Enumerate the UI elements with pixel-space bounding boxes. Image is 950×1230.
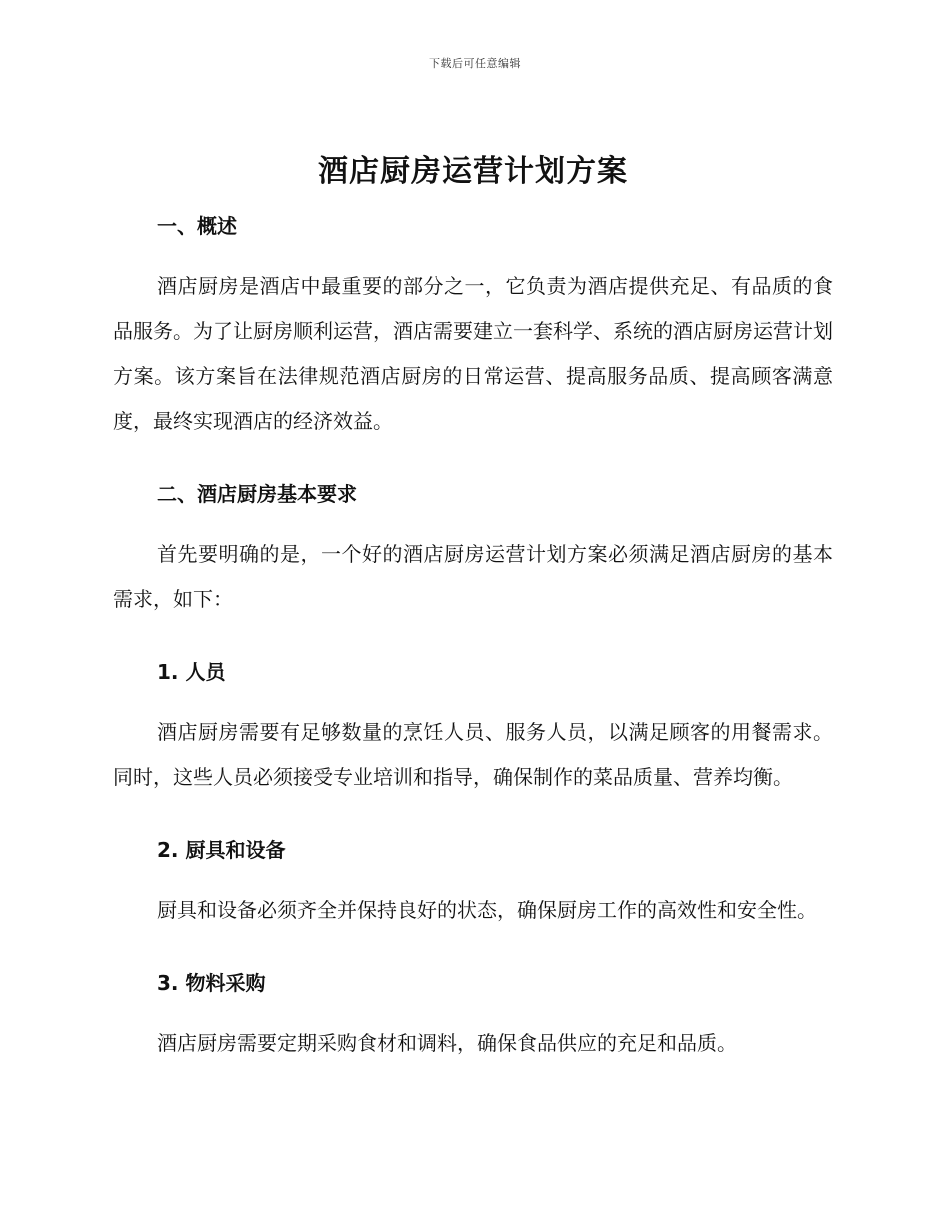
section-heading-procurement: 3. 物料采购 xyxy=(157,971,266,995)
section-heading-basic-requirements: 二、酒店厨房基本要求 xyxy=(157,482,357,506)
document-body xyxy=(113,150,833,1066)
section-heading-equipment: 2. 厨具和设备 xyxy=(157,838,286,862)
document-title: 酒店厨房运营计划方案 xyxy=(318,154,628,189)
section-paragraph-overview: 酒店厨房是酒店中最重要的部分之一，它负责为酒店提供充足、有品质的食品服务。为了让厨房顺利运营，酒店需要建立一套科学、系统的酒店厨房运营计划方案。该方案旨在法律规范酒店厨房的日常运营、提高服务品质、提高顾客满意度，最终实现酒店的经济效益。 xyxy=(113,274,833,433)
section-heading-staff: 1. 人员 xyxy=(157,660,226,684)
page-header-note: 下载后可任意编辑 xyxy=(429,57,521,70)
section-paragraph-basic-requirements: 首先要明确的是，一个好的酒店厨房运营计划方案必须满足酒店厨房的基本需求，如下： xyxy=(113,542,833,611)
section-paragraph-equipment: 厨具和设备必须齐全并保持良好的状态，确保厨房工作的高效性和安全性。 xyxy=(157,898,817,922)
section-heading-overview: 一、概述 xyxy=(157,214,237,238)
section-paragraph-procurement: 酒店厨房需要定期采购食材和调料，确保食品供应的充足和品质。 xyxy=(157,1031,737,1055)
section-paragraph-staff: 酒店厨房需要有足够数量的烹饪人员、服务人员，以满足顾客的用餐需求。同时，这些人员必须接受专业培训和指导，确保制作的菜品质量、营养均衡。 xyxy=(113,720,833,789)
